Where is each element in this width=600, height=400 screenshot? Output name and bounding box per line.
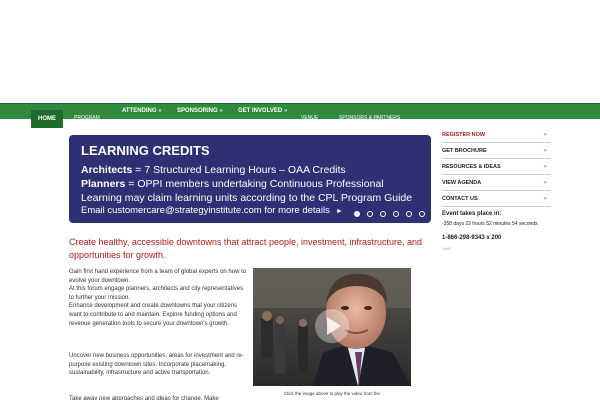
slider-dot-6[interactable] [419, 211, 425, 217]
nav-home[interactable]: HOME [31, 110, 63, 128]
banner-cpl-line: Learning may claim learning units according to the CPL Program Guide [81, 192, 413, 204]
chevron-down-icon: » [219, 108, 223, 114]
page-headline: Create healthy, accessible downtowns that attract people, investment, infrastructure, and opportunities for growth. [69, 237, 423, 260]
intro-line-2: At this forum engage planners, architects and city representatives to further your mission. [69, 286, 244, 301]
banner-planners-line: Planners = OPPI members undertaking Continuous Professional [81, 178, 384, 190]
banner-architects-line: Architects = 7 Structured Learning Hours – OAA Credits [81, 164, 346, 176]
chevron-right-icon: » [543, 196, 547, 202]
chevron-right-icon: » [543, 180, 547, 186]
learning-credits-banner[interactable] [69, 135, 431, 223]
banner-title: LEARNING CREDITS [81, 143, 210, 158]
sidebar-resources-ideas[interactable]: RESOURCES & IDEAS » [442, 159, 551, 175]
slider-dot-3[interactable] [380, 211, 386, 217]
intro-line-3: Enhance development and create downtowns that your citizens want to contribute to and maintain. Explore funding options and revenue generation tools to secure your downtown's growth. [69, 303, 238, 327]
slider-dot-2[interactable] [367, 211, 373, 217]
opportunities-paragraph: Uncover new business opportunities, areas for investment and re-purpose existing downtown sites. Incorporate placemaking, sustainability, infrastructure and active transportation. [69, 353, 244, 377]
banner-email-line[interactable]: Email customercare@strategyinstitute.com for more details ► [81, 205, 343, 216]
chevron-down-icon: » [158, 108, 162, 114]
chevron-right-icon: » [543, 132, 547, 138]
nav-get-involved[interactable] [238, 107, 287, 115]
sidebar-contact-us[interactable]: CONTACT US » [442, 191, 551, 207]
video-still-image [253, 268, 411, 386]
sidebar-register-now[interactable]: REGISTER NOW » [442, 127, 551, 143]
chevron-right-icon: » [543, 148, 547, 154]
slider-dot-4[interactable] [393, 211, 399, 217]
sidebar-small-text: SMS [442, 246, 451, 251]
nav-venue[interactable]: VENUE [301, 115, 319, 121]
video-thumbnail[interactable] [253, 268, 411, 386]
chevron-right-icon: » [543, 164, 547, 170]
nav-sponsoring-label: SPONSORING [177, 108, 218, 114]
sidebar-view-agenda[interactable]: VIEW AGENDA » [442, 175, 551, 191]
event-label: Event takes place in: [442, 211, 502, 217]
nav-attending[interactable] [122, 107, 161, 115]
slider-dot-5[interactable] [406, 211, 412, 217]
sidebar-get-brochure[interactable]: GET BROCHURE » [442, 143, 551, 159]
phone-number: 1-866-298-9343 x 200 [442, 235, 502, 241]
video-caption: Click the image above to play the video from the [283, 391, 381, 396]
countdown-timer: -358 days 22 hours 52 minutes 54 seconds [442, 221, 538, 227]
intro-paragraph [69, 268, 247, 328]
chevron-down-icon: » [284, 108, 288, 114]
nav-sponsors-partners[interactable]: SPONSORS & PARTNERS [339, 115, 401, 121]
slider-dot-1[interactable] [354, 211, 360, 217]
nav-attending-label: ATTENDING [122, 108, 157, 114]
nav-sponsoring[interactable] [177, 107, 222, 115]
intro-line-1: Gain first hand experience from a team of global experts on how to evolve your downtown. [69, 269, 247, 284]
nav-get-involved-label: GET INVOLVED [238, 108, 283, 114]
slider-dots [354, 211, 425, 217]
approaches-paragraph: Take away new approaches and ideas for change. Make [69, 396, 219, 400]
play-arrow-icon: ► [335, 208, 343, 215]
nav-program[interactable]: PROGRAM [74, 115, 100, 121]
